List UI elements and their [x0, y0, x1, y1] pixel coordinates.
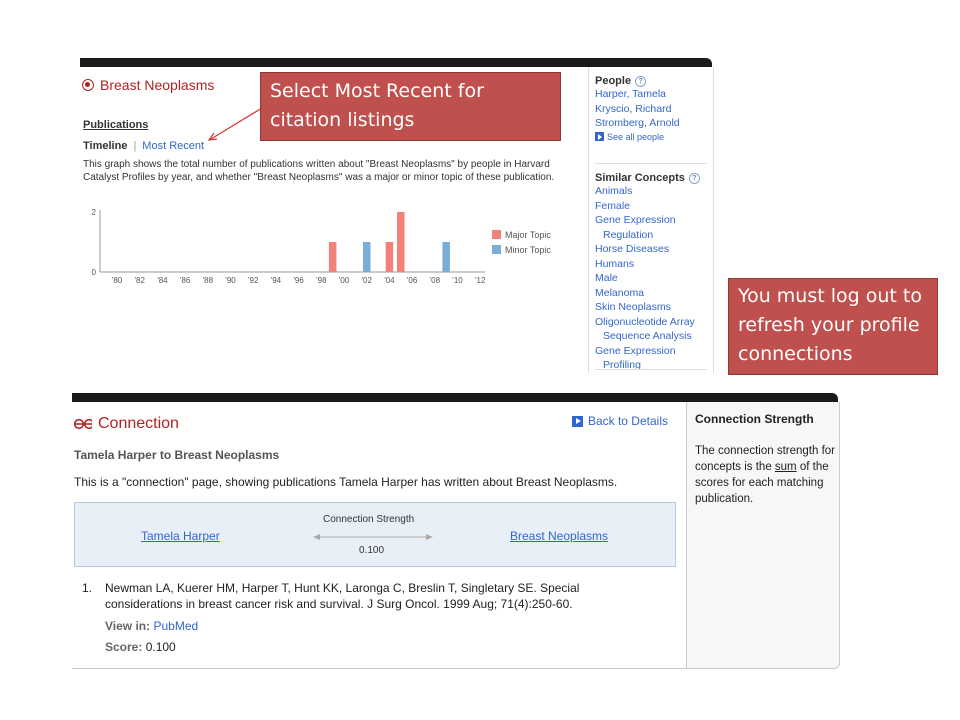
x-tick-label: '10 — [452, 276, 463, 285]
connection-title — [74, 415, 179, 433]
connection-strength-value: 0.100 — [359, 545, 385, 556]
similar-concepts-list — [595, 184, 707, 373]
bar-major-topic-2005 — [397, 212, 405, 272]
similar-concept-link[interactable]: Male — [595, 272, 618, 284]
x-tick-label: '04 — [384, 276, 395, 285]
back-to-details-link[interactable] — [572, 414, 668, 428]
publication-view-in — [105, 618, 198, 634]
x-tick-label: '80 — [111, 276, 123, 285]
legend-label: Major Topic — [505, 230, 551, 240]
help-icon[interactable]: ? — [635, 76, 646, 87]
similar-concept-link[interactable]: Oligonucleotide Array — [595, 315, 695, 328]
x-tick-label: '12 — [475, 276, 486, 285]
view-in-label: View in: — [105, 619, 151, 633]
x-tick-label: '84 — [157, 276, 168, 285]
timeline-description: This graph shows the total number of publications written about "Breast Neoplasms" by people in Harvard Catalyst Profiles by year, and whether "Breast Neoplasms" was a major or minor topic of these publication. — [83, 159, 555, 183]
concept-link[interactable]: Breast Neoplasms — [510, 529, 609, 543]
similar-concept-link[interactable]: Female — [595, 199, 631, 212]
publication-citation: Newman LA, Kuerer HM, Harper T, Hunt KK, Laronga C, Breslin T, Singletary SE. Special considerations in breast cancer risk and survival. J Surg Oncol. 1999 Aug; 71(4):250-60. — [105, 581, 580, 611]
explanation-text: The connection strength for concepts is the — [695, 445, 835, 473]
side-divider — [595, 369, 707, 370]
bar-minor-topic-2009 — [442, 242, 450, 272]
x-tick-label: '02 — [361, 276, 372, 285]
similar-concept-link-cont[interactable]: Regulation — [603, 228, 654, 241]
concept-side-panel — [588, 67, 714, 373]
person-link[interactable]: Kryscio, Richard — [595, 102, 672, 115]
connection-subtitle: Tamela Harper to Breast Neoplasms — [74, 448, 280, 462]
x-tick-label: '98 — [316, 276, 327, 285]
see-all-people-link[interactable] — [595, 132, 707, 142]
x-tick-label: '82 — [134, 276, 145, 285]
play-icon — [595, 132, 604, 141]
y-tick-label: 2 — [91, 208, 96, 217]
chart-bars — [329, 212, 450, 272]
publication-number: 1. — [82, 581, 93, 595]
back-to-details-label: Back to Details — [587, 414, 668, 428]
explanation-text-end: of the scores for each matching publication. — [695, 461, 829, 505]
people-heading-text: People — [595, 75, 632, 87]
see-all-label: See all people — [607, 131, 665, 142]
x-tick-label: '92 — [248, 276, 259, 285]
concept-title — [82, 77, 214, 93]
chart-axes — [100, 210, 485, 272]
concept-radio-icon — [82, 79, 94, 91]
x-tick-label: '08 — [429, 276, 441, 285]
connection-arrow-icon — [313, 532, 433, 542]
connection-description: This is a "connection" page, showing publications Tamela Harper has written about Breast Neoplasms. — [74, 475, 618, 489]
similar-concepts-heading — [595, 172, 707, 184]
connection-title-text: Connection — [98, 415, 179, 432]
person-link[interactable]: Harper, Tamela — [595, 88, 667, 100]
bar-minor-topic-2002 — [363, 242, 371, 272]
people-section — [595, 75, 707, 142]
person-link[interactable]: Tamela Harper — [141, 529, 220, 543]
similar-concept-link[interactable]: Melanoma — [595, 286, 645, 299]
tab-timeline[interactable]: Timeline — [83, 140, 128, 152]
play-icon — [572, 416, 583, 427]
connection-side-panel — [686, 402, 840, 669]
x-tick-label: '06 — [406, 276, 418, 285]
top-header-bar — [80, 58, 712, 67]
bottom-header-bar — [72, 393, 838, 402]
publication-score — [105, 639, 176, 655]
similar-concept-link[interactable]: Animals — [595, 185, 633, 197]
person-link[interactable]: Stromberg, Arnold — [595, 117, 680, 129]
publication-tabs — [83, 140, 204, 152]
similar-concept-link-cont[interactable]: Sequence Analysis — [603, 330, 692, 342]
chart-ticks — [92, 208, 486, 285]
similar-concept-link[interactable]: Humans — [595, 257, 635, 270]
x-tick-label: '96 — [293, 276, 304, 285]
publications-heading[interactable]: Publications — [83, 119, 149, 131]
similar-concept-link[interactable]: Skin Neoplasms — [595, 301, 671, 313]
pubmed-link[interactable]: PubMed — [153, 619, 199, 633]
bar-major-topic-1999 — [329, 242, 337, 272]
publications-timeline-chart — [80, 200, 580, 290]
connection-icon — [74, 418, 92, 430]
concept-title-text: Breast Neoplasms — [100, 77, 215, 93]
score-value: 0.100 — [145, 640, 176, 654]
x-tick-label: '86 — [179, 276, 191, 285]
callout-logout: You must log out to refresh your profile connections — [728, 278, 938, 375]
tab-most-recent[interactable]: Most Recent — [142, 140, 205, 152]
connection-strength-explanation — [695, 443, 835, 507]
connection-strength-label: Connection Strength — [323, 514, 415, 525]
x-tick-label: '00 — [338, 276, 350, 285]
explanation-sum: sum — [774, 461, 797, 473]
people-heading — [595, 75, 707, 87]
help-icon[interactable]: ? — [689, 173, 700, 184]
connection-strength-box — [74, 502, 676, 567]
similar-concept-link[interactable]: Horse Diseases — [595, 243, 670, 255]
people-list — [595, 87, 707, 131]
score-label: Score: — [105, 640, 143, 654]
callout-most-recent: Select Most Recent for citation listings — [260, 72, 561, 141]
similar-concept-link[interactable]: Gene Expression — [595, 214, 676, 226]
chart-legend — [492, 230, 551, 255]
similar-concept-link[interactable]: Gene Expression — [595, 344, 676, 357]
tab-separator: | — [133, 140, 137, 152]
similar-concepts-heading-text: Similar Concepts — [595, 172, 685, 184]
similar-concepts-section — [595, 163, 707, 373]
connection-strength-heading: Connection Strength — [695, 412, 814, 426]
bar-major-topic-2004 — [386, 242, 394, 272]
similar-concept-link-cont[interactable]: Profiling — [603, 359, 641, 371]
x-tick-label: '94 — [270, 276, 282, 285]
legend-swatch-major-topic — [492, 230, 501, 239]
legend-label: Minor Topic — [505, 245, 551, 255]
connection-main-panel — [72, 402, 686, 669]
legend-swatch-minor-topic — [492, 245, 501, 254]
x-tick-label: '90 — [225, 276, 236, 285]
y-tick-label: 0 — [91, 268, 96, 277]
x-tick-label: '88 — [202, 276, 214, 285]
